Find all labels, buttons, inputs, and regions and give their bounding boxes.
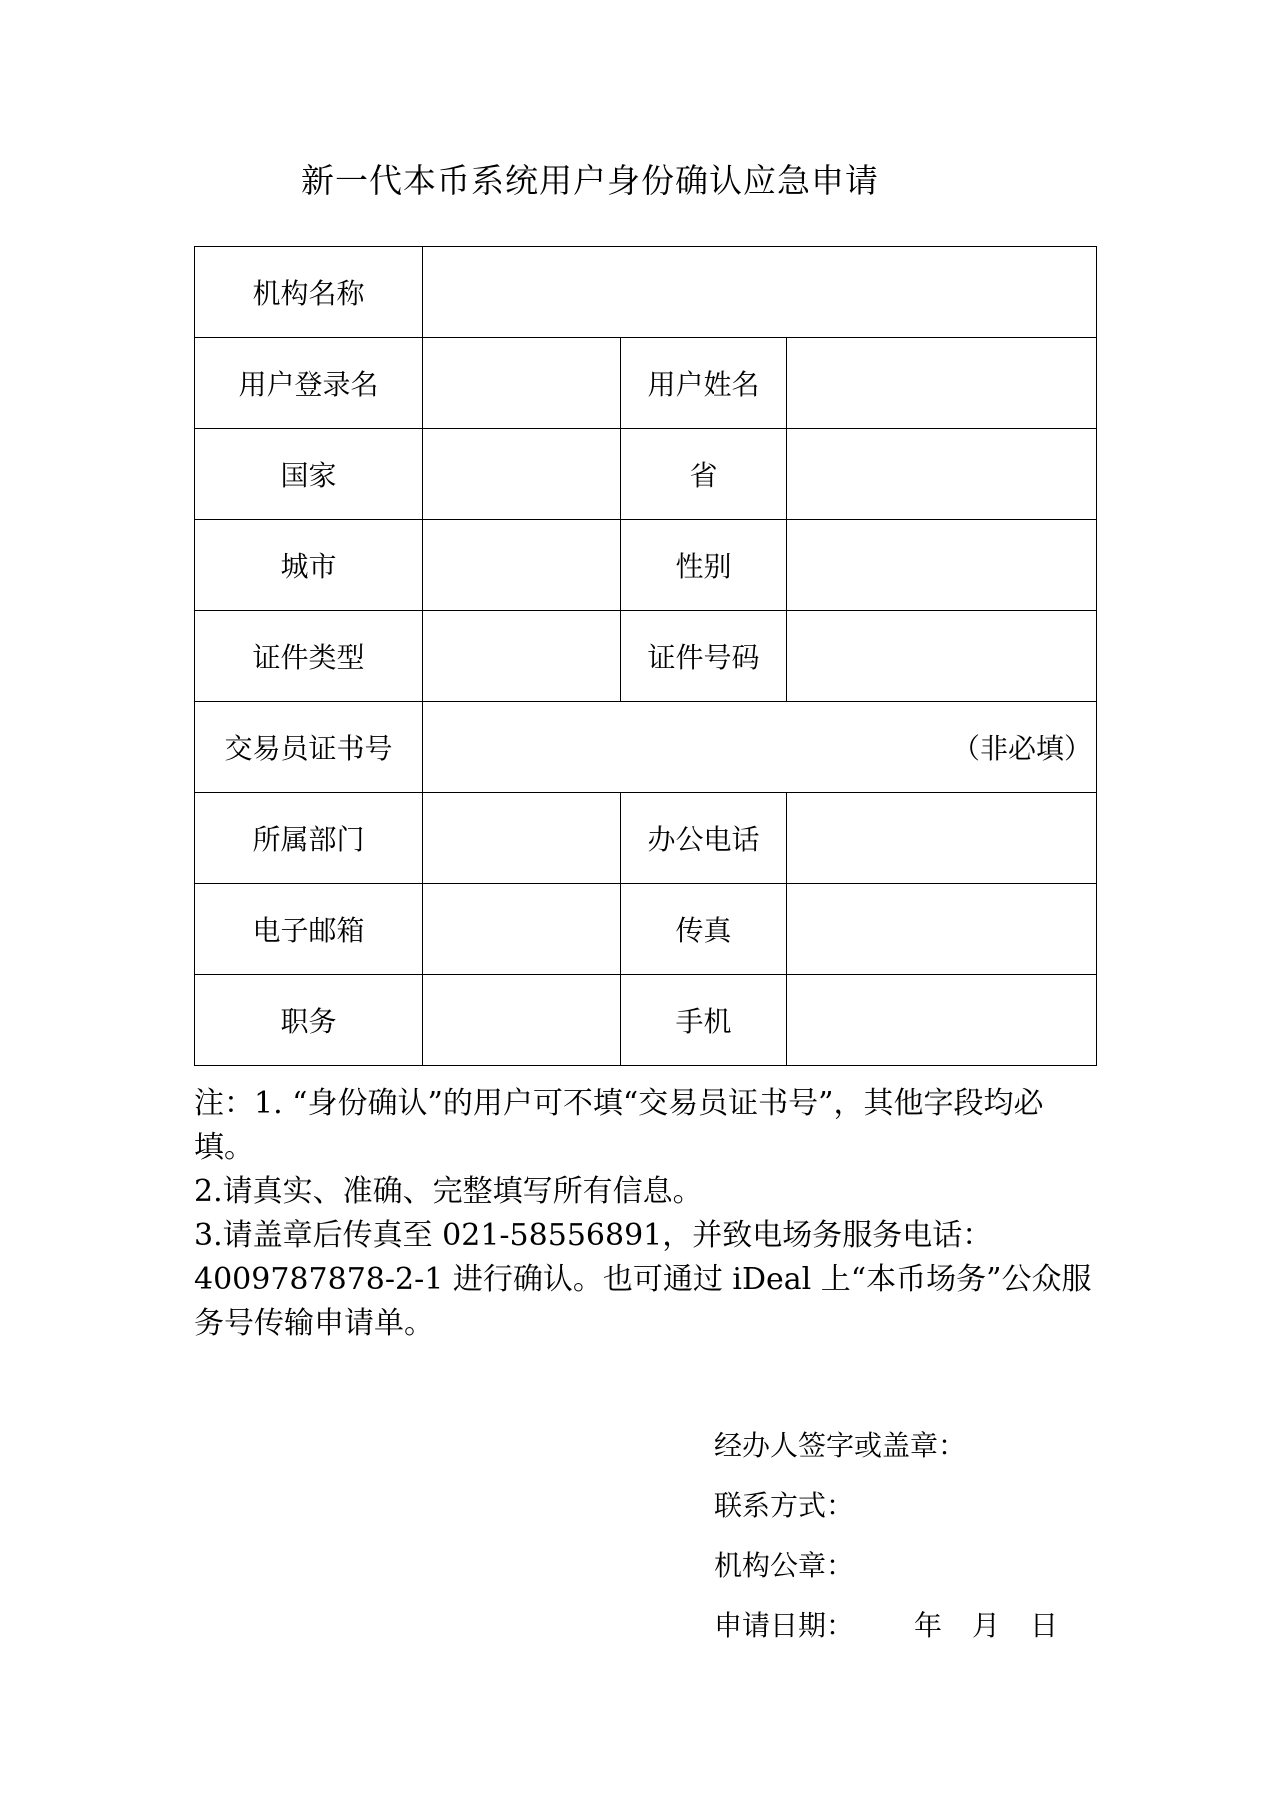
field-id-type[interactable] (423, 611, 621, 702)
row-id (195, 611, 1097, 702)
label-office-phone: 办公电话 (621, 793, 787, 884)
row-email (195, 884, 1097, 975)
row-position (195, 975, 1097, 1066)
label-department: 所属部门 (195, 793, 423, 884)
row-country (195, 429, 1097, 520)
date-label: 申请日期： (714, 1609, 855, 1642)
label-position: 职务 (195, 975, 423, 1066)
row-login (195, 338, 1097, 429)
date-day: 日 (1030, 1609, 1059, 1642)
label-email: 电子邮箱 (195, 884, 423, 975)
field-trader-cert[interactable] (423, 702, 1097, 793)
field-id-number[interactable] (787, 611, 1097, 702)
row-trader-cert (195, 702, 1097, 793)
date-year: 年 (914, 1609, 943, 1642)
note-2: 2.请真实、准确、完整填写所有信息。 (194, 1174, 703, 1209)
field-office-phone[interactable] (787, 793, 1097, 884)
field-department[interactable] (423, 793, 621, 884)
page-title: 新一代本币系统用户身份确认应急申请 (301, 161, 879, 200)
note-1: 注：1. “身份确认”的用户可不填“交易员证书号”，其他字段均必填。 (194, 1086, 1044, 1165)
note-3: 3.请盖章后传真至 021-58556891，并致电场务服务电话：4009787878-2-1 进行确认。也可通过 iDeal 上“本币场务”公众服务号传输申请单。 (194, 1218, 1092, 1341)
label-mobile: 手机 (621, 975, 787, 1066)
field-login-name[interactable] (423, 338, 621, 429)
field-city[interactable] (423, 520, 621, 611)
label-country: 国家 (195, 429, 423, 520)
optional-note: （非必填） (952, 732, 1093, 765)
row-city (195, 520, 1097, 611)
seal-label: 机构公章： (714, 1549, 855, 1582)
label-province: 省 (621, 429, 787, 520)
label-trader-cert: 交易员证书号 (195, 702, 423, 793)
label-city: 城市 (195, 520, 423, 611)
application-form-table (194, 246, 1097, 1066)
date-month: 月 (972, 1609, 1001, 1642)
label-id-number: 证件号码 (621, 611, 787, 702)
field-email[interactable] (423, 884, 621, 975)
signature-section (714, 1416, 1058, 1656)
row-institution (195, 247, 1097, 338)
contact-label: 联系方式： (714, 1489, 855, 1522)
handler-signature-label: 经办人签字或盖章： (714, 1429, 967, 1462)
label-user-name: 用户姓名 (621, 338, 787, 429)
label-gender: 性别 (621, 520, 787, 611)
field-province[interactable] (787, 429, 1097, 520)
field-mobile[interactable] (787, 975, 1097, 1066)
notes-section (194, 1082, 1094, 1346)
label-fax: 传真 (621, 884, 787, 975)
field-fax[interactable] (787, 884, 1097, 975)
field-country[interactable] (423, 429, 621, 520)
label-login-name: 用户登录名 (195, 338, 423, 429)
field-user-name[interactable] (787, 338, 1097, 429)
label-institution-name: 机构名称 (195, 247, 423, 338)
field-institution-name[interactable] (423, 247, 1097, 338)
label-id-type: 证件类型 (195, 611, 423, 702)
field-position[interactable] (423, 975, 621, 1066)
row-department (195, 793, 1097, 884)
field-gender[interactable] (787, 520, 1097, 611)
application-date (714, 1596, 1058, 1656)
